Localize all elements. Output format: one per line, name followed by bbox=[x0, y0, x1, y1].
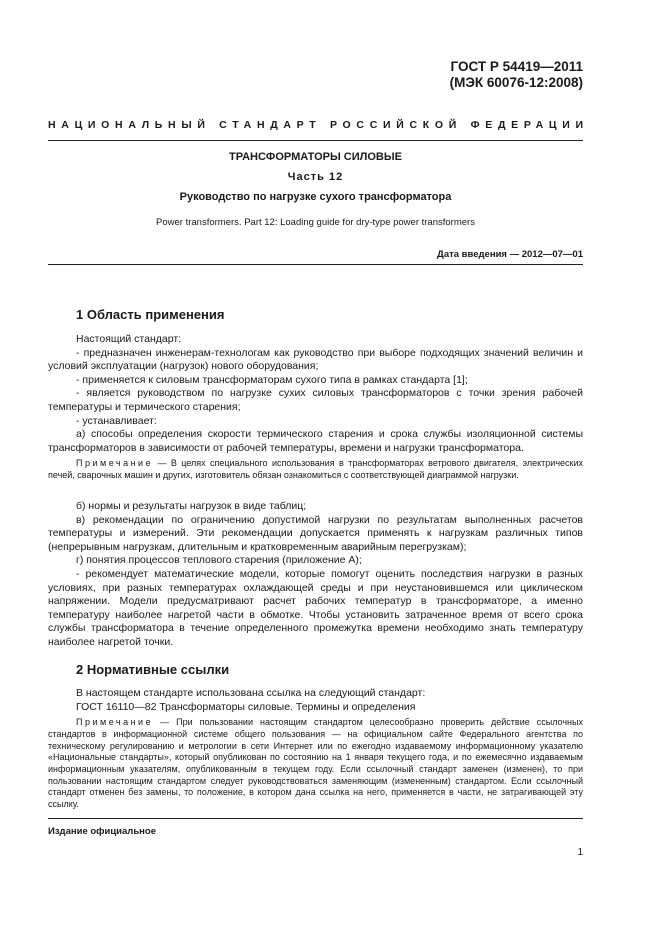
section-1-body-continued bbox=[48, 500, 583, 650]
gost-number: ГОСТ Р 54419—2011 bbox=[450, 59, 583, 74]
note-label: Примечание bbox=[76, 717, 154, 728]
edition-label: Издание официальное bbox=[48, 826, 156, 837]
standard-code bbox=[450, 59, 583, 91]
paragraph: б) нормы и результаты нагрузок в виде таблиц; bbox=[76, 500, 307, 512]
section-1-body bbox=[48, 333, 583, 487]
note bbox=[48, 717, 583, 811]
doc-title: ТРАНСФОРМАТОРЫ СИЛОВЫЕ bbox=[229, 151, 402, 163]
note-text: — В целях специального использования в трансформаторах ветрового двигателя, электрических печей, сварочных машин и других, изготовитель обязан ознакомиться с соответствующей диаграммой нагрузки. bbox=[48, 458, 583, 481]
paragraph: - предназначен инженерам-технологам как руководство при выборе подходящих значений величин и условий эксплуатации (нагрузок) нового оборудования; bbox=[48, 346, 583, 373]
national-standard-banner: НАЦИОНАЛЬНЫЙ СТАНДАРТ РОССИЙСКОЙ ФЕДЕРАЦИИ bbox=[48, 119, 589, 131]
paragraph: - является руководством по нагрузке сухих силовых трансформаторов с точки зрения рабочей температуры и термического старения; bbox=[48, 387, 583, 413]
note bbox=[48, 458, 583, 481]
paragraph: В настоящем стандарте использована ссылка на следующий стандарт: bbox=[76, 687, 426, 699]
note-label: Примечание bbox=[76, 458, 154, 469]
section-1-heading: 1 Область применения bbox=[76, 307, 225, 322]
section-2-heading: 2 Нормативные ссылки bbox=[76, 662, 230, 677]
paragraph: Настоящий стандарт: bbox=[76, 333, 182, 345]
paragraph: ГОСТ 16110—82 Трансформаторы силовые. Термины и определения bbox=[76, 700, 416, 713]
section-2-body bbox=[48, 687, 583, 816]
paragraph: - рекомендует математические модели, которые помогут оценить последствия нагрузки в разных условиях, при разных температурах охлаждающей среды и при неустановившемся или циклическом напряжении. Модели предусматривают расчет рабочих температур в трансформаторе, а именно температуру наиболее нагретой части в обмотке. Чтобы установить затраченное время от всего срока службы трансформатора в течение определенного промежутка времени необходимо знать температуру наиболее нагретой точки. bbox=[48, 567, 583, 648]
paragraph: г) понятия процессов теплового старения (приложение А); bbox=[76, 554, 362, 567]
paragraph: а) способы определения скорости термического старения и срока службы изоляционной системы трансформаторов в зависимости от рабочей температуры, времени и нагрузки трансформатора. bbox=[48, 428, 583, 454]
doc-title-english: Power transformers. Part 12: Loading guide for dry-type power transformers bbox=[156, 217, 475, 228]
doc-part: Часть 12 bbox=[287, 171, 344, 183]
paragraph: - устанавливает: bbox=[76, 414, 157, 427]
iec-number: (МЭК 60076-12:2008) bbox=[449, 75, 583, 90]
doc-subtitle: Руководство по нагрузке сухого трансформатора bbox=[179, 191, 452, 203]
paragraph: - применяется к силовым трансформаторам сухого типа в рамках стандарта [1]; bbox=[76, 373, 468, 386]
paragraph: в) рекомендации по ограничению допустимой нагрузки по результатам выполненных расчетов температуры и измерений. Эти рекомендации допускается применять к нагрузкам различных типов (непрерывным нагрузкам, длительным и кратковременным аварийным перегрузкам); bbox=[48, 513, 583, 553]
page-number: 1 bbox=[577, 847, 583, 858]
divider-date bbox=[48, 264, 583, 265]
divider-top bbox=[48, 140, 583, 141]
divider-footer bbox=[48, 818, 583, 819]
intro-date: Дата введения — 2012—07—01 bbox=[437, 249, 583, 260]
note-text: — При пользовании настоящим стандартом целесообразно проверить действие ссылочных стандартов в информационной системе общего пользования — на официальном сайте Федерального агентства по техническому регулированию и метрологии в сети Интернет или по ежегодно издаваемому информационному указателю «Национальные стандарты», который опубликован по состоянию на 1 января текущего года, и по ежемесячно издаваемым информационным указателям, опубликованным в текущем году. Если ссылочный стандарт заменен (изменен), то при пользовании настоящим стандартом следует руководствоваться заменяющим (измененным) стандартом. Если ссылочный стандарт отменен без замены, то положение, в котором дана ссылка на него, применяется в части, не затрагивающей эту ссылку. bbox=[48, 717, 583, 810]
